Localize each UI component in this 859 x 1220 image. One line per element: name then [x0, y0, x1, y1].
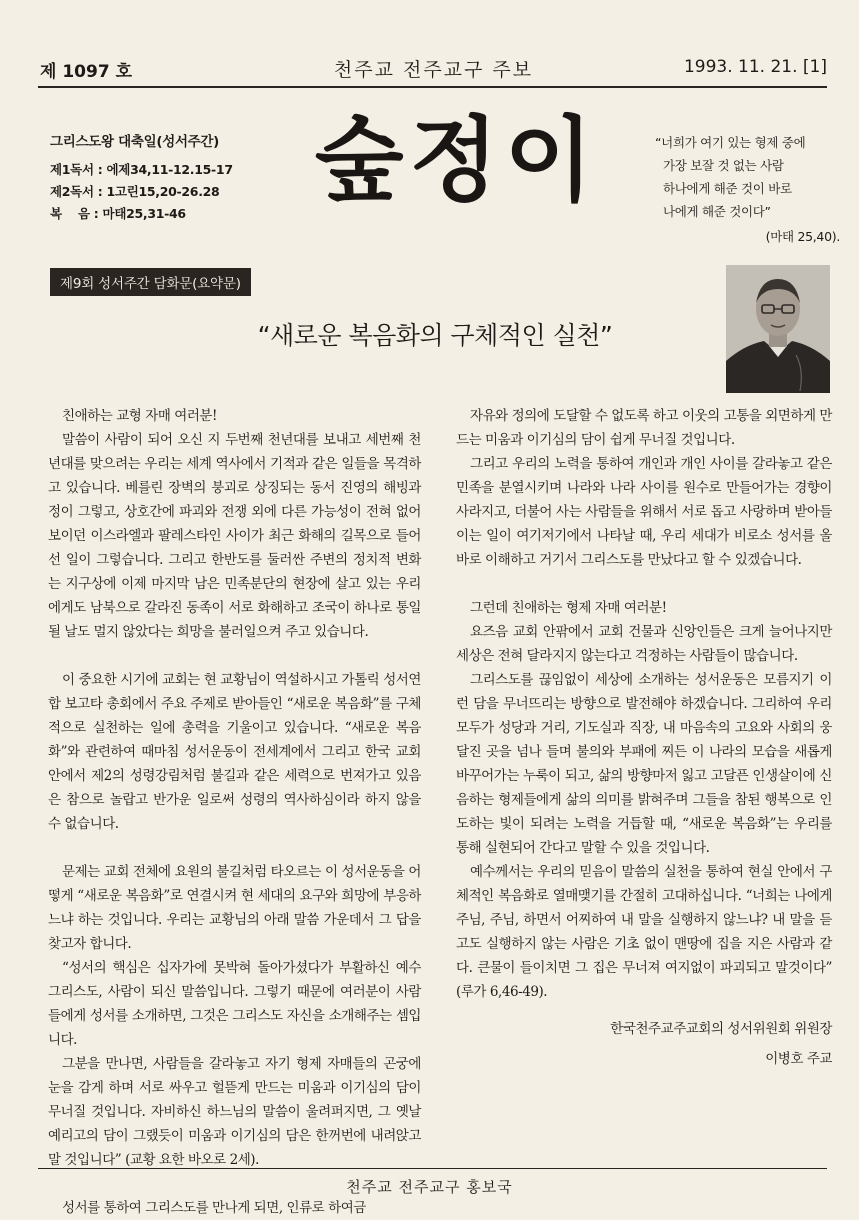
signature-organization: 한국천주교주교회의 성서위원회 위원장	[610, 1021, 832, 1037]
masthead-title-text: 숲정이	[314, 108, 600, 208]
article-column-left	[48, 404, 421, 1220]
paper-name: 천주교 전주교구 주보	[333, 59, 534, 81]
paragraph: 친애하는 교형 자매 여러분!	[62, 408, 217, 424]
paragraph: 그리스도를 끊임없이 세상에 소개하는 성서운동은 모름지기 이런 담을 무너뜨리는 방향으로 발전해야 하겠습니다. 그리하여 우리 모두가 성당과 거리, 기도실과 직장, 내 마음속의 고요와 사회의 웅달진 곳을 넘나 들며 불의와 부패에 찌든 이 나라의 모습을 새롭게 바꾸어가는 누룩이 되고, 삶의 방향마저 잃고 고달픈 인생살이에 신음하는 형제들에게 삶의 의미를 밝혀주며 그들을 참된 행복으로 인도하는 빛이 되려는 노력을 거듭할 때, “새로운 복음화”는 우리를 통해 실현되어 간다고 말할 수 있을 것입니다.	[456, 672, 832, 856]
quote-line-2: 가장 보잘 것 없는 사람	[663, 158, 784, 173]
paragraph: 성서를 통하여 그리스도를 만나게 되면, 인류로 하여금	[62, 1200, 366, 1216]
issue-number: 제 1097 호	[40, 62, 132, 82]
section-tag: 제9회 성서주간 담화문(요약문)	[50, 268, 251, 296]
reading-2: 제2독서 : 1고린15,20-26.28	[50, 184, 220, 199]
footer-publisher: 천주교 전주교구 홍보국	[346, 1178, 513, 1196]
paragraph: 그런데 친애하는 형제 자매 여러분!	[470, 600, 667, 616]
bottom-rule	[38, 1168, 827, 1169]
reading-gospel: 복 음 : 마태25,31-46	[50, 206, 186, 221]
paragraph: 자유와 정의에 도달할 수 없도록 하고 이웃의 고통을 외면하게 만드는 미움과 이기심의 담이 쉽게 무너질 것입니다.	[456, 408, 832, 448]
article-column-right	[456, 404, 832, 1074]
quote-line-3: 하나에게 해준 것이 바로	[663, 181, 792, 196]
masthead-title	[277, 108, 637, 208]
quote-line-4: 나에게 해준 것이다”	[663, 204, 771, 219]
issue-date: 1993. 11. 21. [1]	[683, 57, 827, 77]
reading-1: 제1독서 : 에제34,11-12.15-17	[50, 162, 233, 177]
liturgical-day: 그리스도왕 대축일(성서주간)	[50, 134, 220, 150]
paragraph: 요즈음 교회 안팎에서 교회 건물과 신앙인들은 크게 늘어나지만 세상은 전혀 달라지지 않는다고 걱정하는 사람들이 많습니다.	[456, 624, 832, 664]
paragraph: “성서의 핵심은 십자가에 못박혀 돌아가셨다가 부활하신 예수 그리스도, 사람이 되신 말씀입니다. 그렇기 때문에 여러분이 사람들에게 성서를 소개하면, 그것은 그리스도 자신을 소개해주는 셈입니다.	[48, 960, 421, 1048]
paragraph-gap	[48, 836, 421, 860]
paragraph-gap	[456, 572, 832, 596]
paragraph: 문제는 교회 전체에 요원의 불길처럼 타오르는 이 성서운동을 어떻게 “새로운 복음화”로 연결시켜 현 세대의 요구와 희망에 부응하느냐 하는 것입니다. 우리는 교황님의 아래 말씀 가운데서 그 답을 찾고자 합니다.	[48, 864, 421, 952]
quote-citation: (마태 25,40).	[765, 229, 840, 244]
article-headline: “새로운 복음화의 구체적인 실천”	[257, 321, 613, 350]
paragraph: 그분을 만나면, 사람들을 갈라놓고 자기 형제 자매들의 곤궁에 눈을 감게 하며 서로 싸우고 헐뜯게 만드는 미움과 이기심의 담이 무너질 것입니다. 자비하신 하느님의 말씀이 울려퍼지면, 그 옛날 예리고의 담이 그랬듯이 미움과 이기심의 담은 한꺼번에 내려앉고 말 것입니다” (교황 요한 바오로 2세).	[48, 1056, 421, 1168]
masthead-quote	[655, 131, 840, 248]
signature-name: 이병호 주교	[765, 1051, 832, 1067]
bishop-portrait-icon	[726, 265, 830, 393]
paragraph: 예수께서는 우리의 믿음이 말씀의 실천을 통하여 현실 안에서 구체적인 복음화로 열매맺기를 간절히 고대하십니다. “너희는 나에게 주님, 주님, 하면서 어찌하여 내 말을 실행하지 않느냐? 내 말을 듣고도 실행하지 않는 사람은 기초 없이 맨땅에 집을 지은 사람과 같다. 큰물이 들이치면 그 집은 무너져 여지없이 파괴되고 말것이다” (루가 6,46-49).	[456, 864, 832, 1000]
masthead-readings	[50, 131, 275, 225]
paragraph: 말씀이 사람이 되어 오신 지 두번째 천년대를 보내고 세번째 천년대를 맞으려는 우리는 세계 역사에서 기적과 같은 일들을 목격하고 있습니다. 베를린 장벽의 붕괴로 상징되는 동서 진영의 해빙과정이 그렇고, 상호간에 파괴와 전쟁 외에 다른 가능성이 전혀 없어 보이던 이스라엘과 팔레스타인 사이가 최근 화해의 길목으로 들어선 일이 그렇습니다. 그리고 한반도를 둘러싼 주변의 정치적 변화는 지구상에 이제 마지막 남은 민족분단의 현장에 살고 있는 우리에게도 남북으로 갈라진 동족이 서로 화해하고 조국이 하나로 통일될 날도 멀지 않았다는 희망을 불러일으켜 주고 있습니다.	[48, 432, 421, 640]
quote-line-1: “너희가 여기 있는 형제 중에	[655, 135, 806, 150]
top-rule	[38, 86, 827, 88]
signature-block	[456, 1014, 832, 1074]
masthead-title-art	[277, 108, 637, 208]
paragraph-gap	[48, 644, 421, 668]
paragraph: 그리고 우리의 노력을 통하여 개인과 개인 사이를 갈라놓고 같은 민족을 분열시키며 나라와 나라 사이를 원수로 만들어가는 경향이 사라지고, 더불어 사는 사람들을 위해서 서로 돕고 사랑하며 받아들이는 일이 여기저기에서 나타날 때, 우리 세대가 비로소 성서를 올바로 이해하고 거기서 그리스도를 만났다고 할 수 있겠습니다.	[456, 456, 832, 568]
top-header	[40, 55, 827, 81]
paragraph: 이 중요한 시기에 교회는 현 교황님이 역설하시고 가톨릭 성서연합 보고타 총회에서 주요 주제로 받아들인 “새로운 복음화”를 구체적으로 실천하는 일에 총력을 기울이고 있습니다. “새로운 복음화”와 관련하여 때마침 성서운동이 전세계에서 그리고 한국 교회 안에서 제2의 성령강림처럼 불길과 같은 세력으로 번져가고 있음은 참으로 놀랍고 반가운 일로써 성령의 역사하심이라 하지 않을 수 없습니다.	[48, 672, 421, 832]
